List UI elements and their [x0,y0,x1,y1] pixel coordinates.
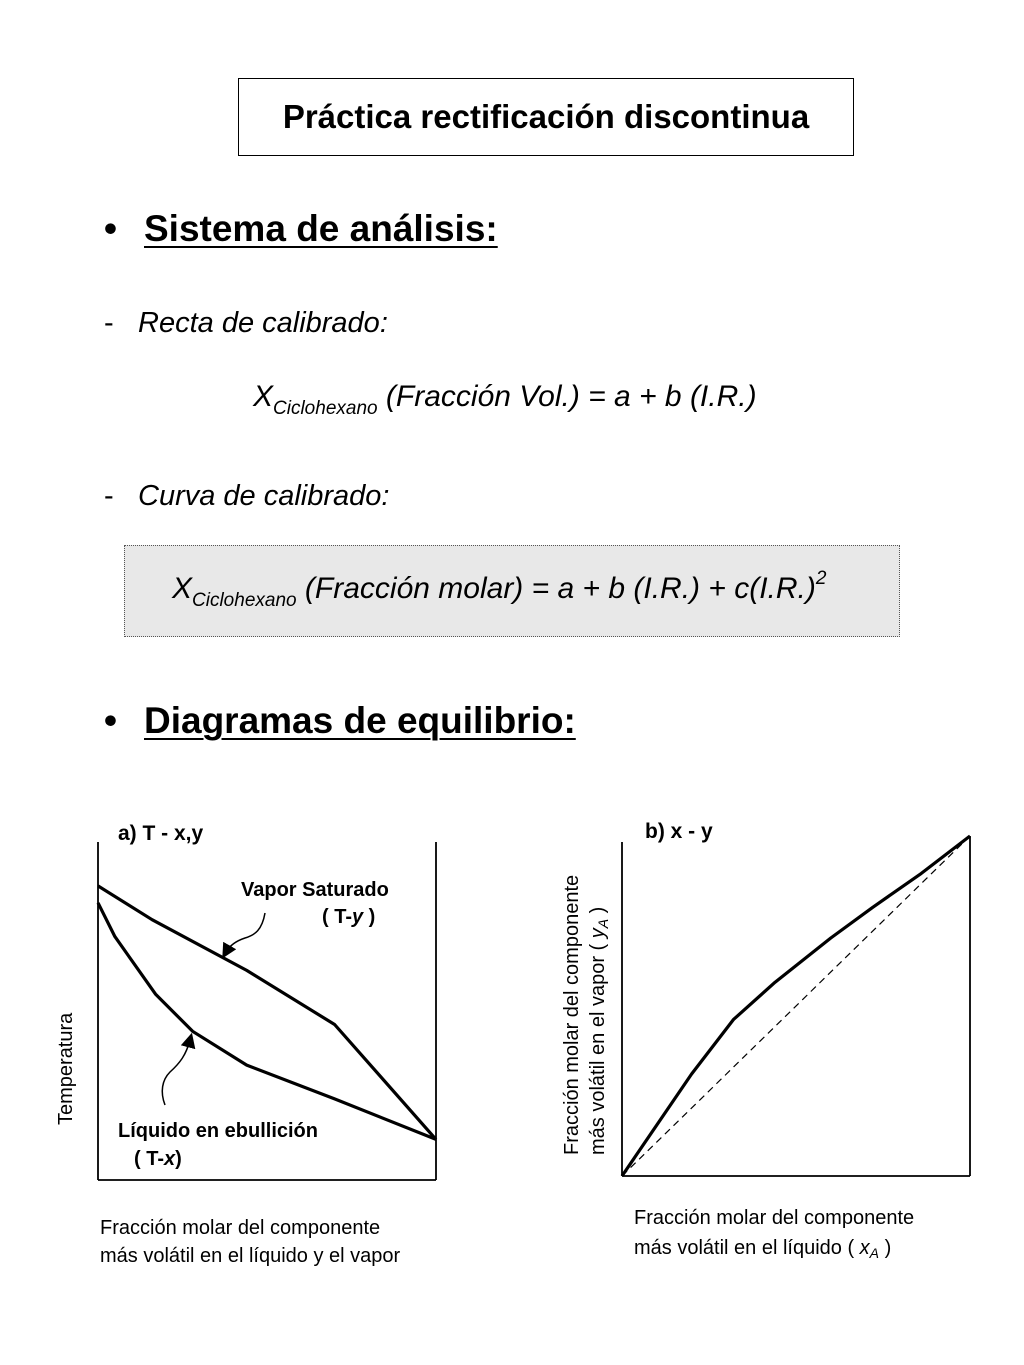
chart-b-xlabel-line1: Fracción molar del componente [634,1207,915,1229]
liquid-curve [98,903,436,1140]
bullet: • [104,208,117,249]
chart-a-xlabel-line1: Fracción molar del componente [100,1217,381,1239]
chart-a-ylabel: Temperatura [55,1012,77,1125]
eq2-rest: (Fracción molar) = a + b (I.R.) + c(I.R.) [296,572,816,605]
chart-a-title: a) T - x,y [118,822,204,845]
vapor-label: Vapor Saturado [241,879,389,901]
eq2-sup: 2 [815,568,827,589]
eq1-rest: (Fracción Vol.) = a + b (I.R.) [377,380,757,413]
liquid-sub-label: ( T-x) [134,1148,182,1170]
chart-b-ylabel-line2: más volátil en el vapor ( $y_A$ ) [587,906,611,1155]
chart-a-xlabel-line2: más volátil en el líquido y el vapor [100,1245,401,1267]
page-title-text: Práctica rectificación discontinua [282,98,810,135]
section-heading-analysis-text: Sistema de análisis: [144,208,498,249]
chart-b-ylabel-line1: Fracción molar del componente [561,874,583,1155]
chart-b-xlabel-line2: más volátil en el líquido ( $x_A$ ) [634,1237,892,1261]
section-heading-diagrams-text: Diagramas de equilibrio: [144,700,576,741]
subsection-curva-label: Curva de calibrado: [138,480,390,512]
dash: - [104,307,114,339]
eq1-var: X [253,380,274,413]
vapor-arrow [226,913,265,952]
dash: - [104,480,114,512]
vapor-curve [98,886,436,1140]
vapor-sub-label: ( T-y ) [322,906,376,928]
eq2-sub: Ciclohexano [192,590,297,611]
bullet: • [104,700,117,741]
eq2-var: X [172,572,193,605]
liquid-label: Líquido en ebullición [118,1120,318,1142]
liquid-arrow [162,1040,190,1105]
eq1-sub: Ciclohexano [273,398,378,419]
subsection-recta-label: Recta de calibrado: [138,307,388,339]
diagonal-line [622,836,970,1176]
chart-b-title: b) x - y [645,820,713,843]
